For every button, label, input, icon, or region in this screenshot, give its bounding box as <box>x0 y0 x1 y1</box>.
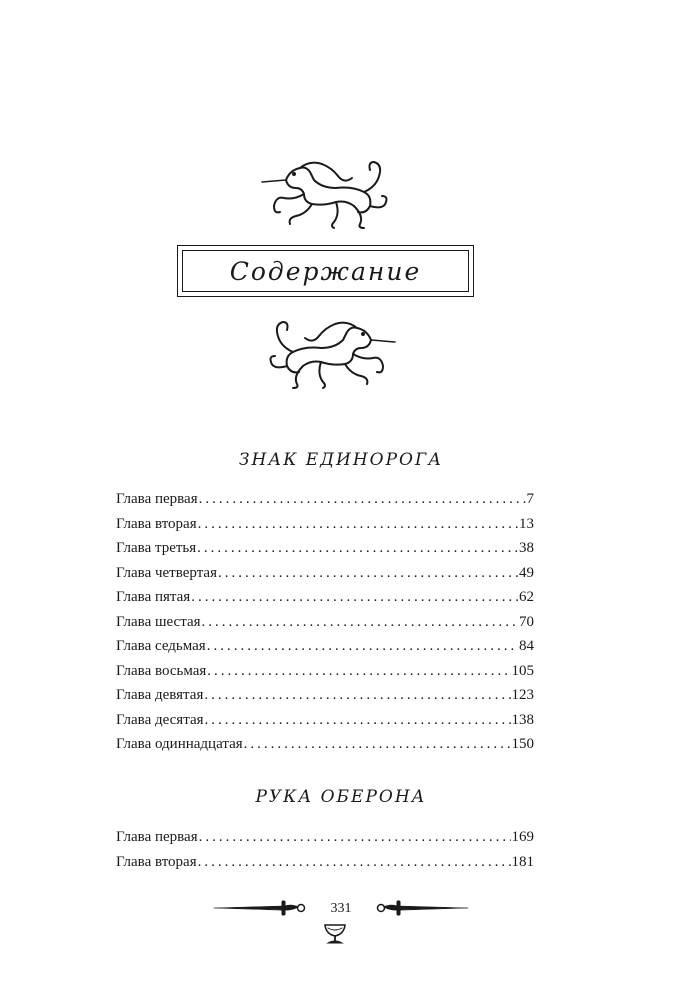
toc-entry[interactable] <box>116 687 534 712</box>
toc-entry-label: Глава девятая <box>116 687 204 703</box>
leader-dots <box>207 663 510 680</box>
toc-entry[interactable] <box>116 516 534 541</box>
toc-entry-label: Глава восьмая <box>116 662 207 679</box>
toc-entry-page: 138 <box>511 711 534 728</box>
toc-entry-page: 123 <box>511 687 534 703</box>
toc-entry-page: 105 <box>511 662 534 679</box>
toc-entry[interactable] <box>116 736 534 761</box>
toc-entry-label: Глава третья <box>116 540 197 556</box>
page-number: 331 <box>330 901 352 916</box>
toc-entry-label: Глава десятая <box>116 711 204 728</box>
toc-entry[interactable] <box>116 614 534 639</box>
leader-dots <box>202 614 518 631</box>
toc-entry-label: Глава шестая <box>116 613 201 630</box>
toc-entry[interactable] <box>116 540 534 565</box>
toc-list <box>116 491 534 761</box>
toc-entry-page: 84 <box>519 638 534 654</box>
leader-dots <box>191 589 518 606</box>
toc-entry[interactable] <box>116 663 534 688</box>
toc-entry-label: Глава вторая <box>116 515 197 532</box>
leader-dots <box>204 687 510 704</box>
leader-dots <box>205 712 511 729</box>
leader-dots <box>197 540 518 557</box>
leader-dots <box>198 516 518 533</box>
toc-entry[interactable] <box>116 589 534 614</box>
toc-entry-page: 49 <box>519 564 534 581</box>
leader-dots <box>199 491 526 508</box>
leader-dots <box>218 565 518 582</box>
leader-dots <box>207 638 518 655</box>
toc-entry-page: 181 <box>511 853 534 870</box>
toc-entry-page: 169 <box>511 829 534 845</box>
title-frame-inner <box>182 250 469 292</box>
toc-entry-label: Глава пятая <box>116 589 191 605</box>
toc-entry-page: 13 <box>519 515 534 532</box>
page-title: Содержание <box>229 256 422 286</box>
unicorn-icon <box>260 158 390 230</box>
toc-entry-page: 62 <box>519 589 534 605</box>
toc-entry-label: Глава вторая <box>116 853 197 870</box>
toc-entry[interactable] <box>116 565 534 590</box>
unicorn-icon <box>264 318 400 390</box>
title-frame <box>177 245 474 297</box>
toc-entry-label: Глава одиннадцатая <box>116 736 243 752</box>
toc-entry-page: 38 <box>519 540 534 556</box>
toc-entry-label: Глава седьмая <box>116 638 206 654</box>
toc-entry[interactable] <box>116 491 534 516</box>
toc-entry-page: 7 <box>526 491 534 507</box>
toc-entry-page: 150 <box>511 736 534 752</box>
leader-dots <box>198 854 511 871</box>
leader-dots <box>244 736 511 753</box>
section-heading: РУКА ОБЕРОНА <box>255 787 427 807</box>
toc-entry-label: Глава первая <box>116 829 198 845</box>
leader-dots <box>199 829 511 846</box>
toc-entry[interactable] <box>116 638 534 663</box>
toc-entry-label: Глава четвертая <box>116 564 217 581</box>
toc-entry[interactable] <box>116 829 534 854</box>
toc-list <box>116 829 534 878</box>
sword-chalice-icon <box>212 890 470 946</box>
toc-entry[interactable] <box>116 854 534 879</box>
toc-entry-page: 70 <box>519 613 534 630</box>
section-heading: ЗНАК ЕДИНОРОГА <box>238 450 444 470</box>
toc-entry-label: Глава первая <box>116 491 198 507</box>
toc-entry[interactable] <box>116 712 534 737</box>
